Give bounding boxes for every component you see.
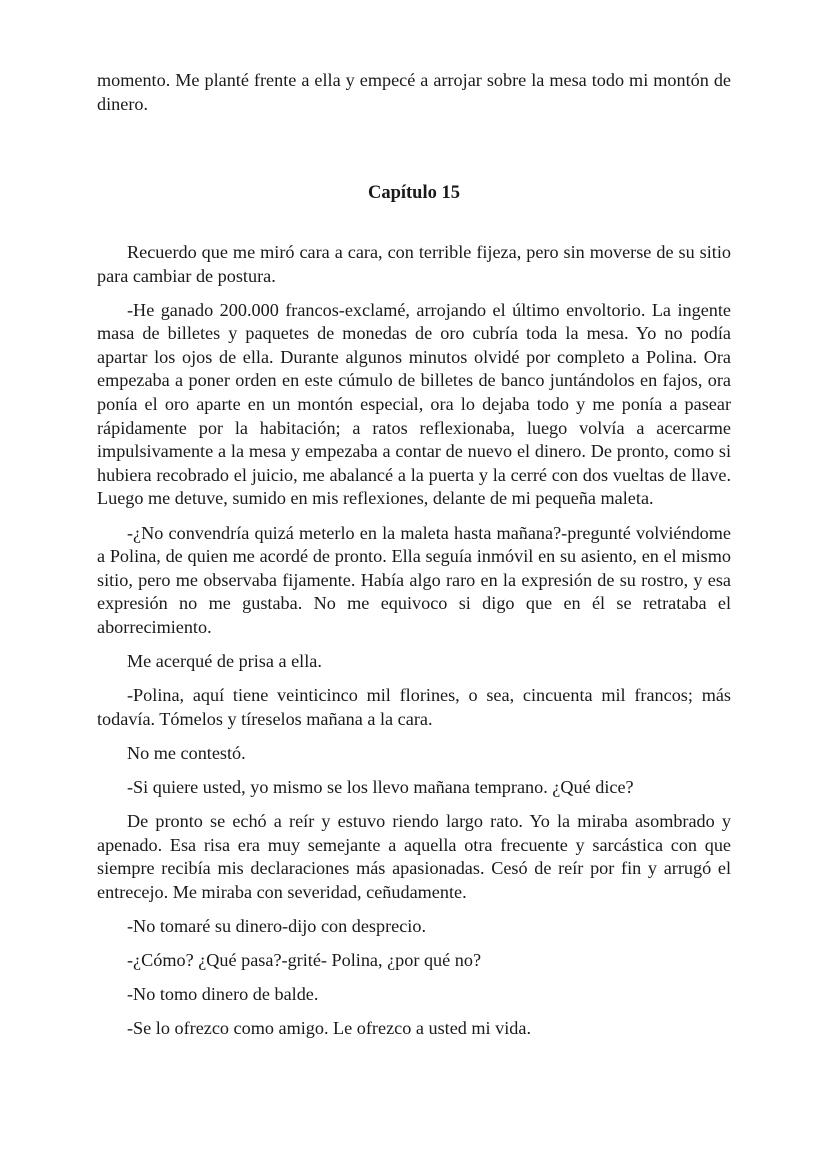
continuation-paragraph: momento. Me planté frente a ella y empecé a arrojar sobre la mesa todo mi montón de dinero. <box>97 70 731 114</box>
paragraph: Recuerdo que me miró cara a cara, con terrible fijeza, pero sin moverse de su sitio para cambiar de postura. <box>97 242 731 286</box>
paragraph: -¿Cómo? ¿Qué pasa?-grité- Polina, ¿por qué no? <box>127 949 482 970</box>
chapter-title: Capítulo 15 <box>367 183 460 203</box>
paragraph: -Polina, aquí tiene veinticinco mil florines, o sea, cincuenta mil francos; más todavía. Tómelos y tíreselos mañana a la cara. <box>97 685 731 729</box>
paragraph: -Se lo ofrezco como amigo. Le ofrezco a usted mi vida. <box>127 1018 532 1039</box>
paragraph: Me acerqué de prisa a ella. <box>127 651 322 671</box>
paragraph: -Si quiere usted, yo mismo se los llevo mañana temprano. ¿Qué dice? <box>127 776 634 797</box>
paragraph: -No tomo dinero de balde. <box>127 984 319 1005</box>
paragraph: -He ganado 200.000 francos-exclamé, arrojando el último envoltorio. La ingente masa de billetes y paquetes de monedas de oro cubría toda la mesa. Yo no podía apartar los ojos de ella. Durante algunos minutos olvidé por completo a Polina. Ora empezaba a poner orden en este cúmulo de billetes de banco juntándolos en fajos, ora ponía el oro aparte en un montón especial, ora lo dejaba todo y me ponía a pasear rápidamente por la habitación; a ratos reflexionaba, luego volvía a acercarme impulsivamente a la mesa y empezaba a contar de nuevo el dinero. De pronto, como si hubiera recobrado el juicio, me abalancé a la puerta y la cerré con dos vueltas de llave. Luego me detuve, sumido en mis reflexiones, delante de mi pequeña maleta. <box>97 299 731 509</box>
document-page <box>97 69 731 1039</box>
chapter-body <box>97 241 731 1041</box>
paragraph: No me contestó. <box>127 742 246 763</box>
paragraph: -No tomaré su dinero-dijo con desprecio. <box>127 915 426 936</box>
paragraph: De pronto se echó a reír y estuvo riendo largo rato. Yo la miraba asombrado y apenado. Esa risa era muy semejante a aquella otra frecuente y sarcástica con que siempre recibía mis declaraciones más apasionadas. Cesó de reír por fin y arrugó el entrecejo. Me miraba con severidad, ceñudamente. <box>97 810 731 902</box>
paragraph: -¿No convendría quizá meterlo en la maleta hasta mañana?-pregunté volviéndome a Polina, de quien me acordé de pronto. Ella seguía inmóvil en su asiento, en el mismo sitio, pero me observaba fijamente. Había algo raro en la expresión de su rostro, y esa expresión no me gustaba. No me equivoco si digo que en él se retrataba el aborrecimiento. <box>97 522 731 637</box>
